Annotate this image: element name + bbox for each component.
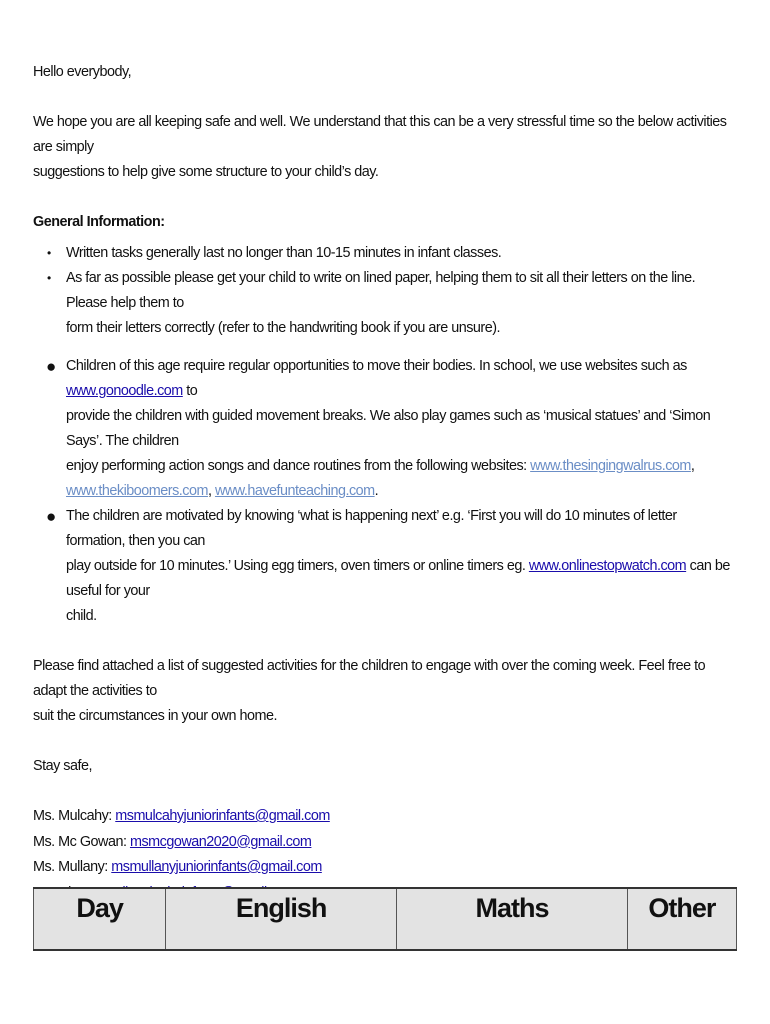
header-english: English: [166, 888, 397, 950]
attached-line-2: suit the circumstances in your own home.: [33, 708, 277, 724]
signoff: Stay safe,: [33, 758, 92, 774]
greeting: Hello everybody,: [33, 64, 132, 80]
activity-table: [33, 887, 737, 951]
spacer: [33, 341, 738, 354]
list-item: ● The children are motivated by knowing ‘what is happening next’ e.g. ‘First you will do 10 minutes of letter formation, then you can play outside for 10 minutes.’ Using egg timers, oven timers or online timers eg. www.onlinestopwatch.com can be useful for your child.: [33, 504, 738, 629]
bullet-icon: •: [47, 246, 51, 260]
kiboomers-link[interactable]: www.thekiboomers.com: [66, 483, 208, 499]
email-link[interactable]: msmcgowan2020@gmail.com: [129, 833, 312, 850]
general-list: [33, 241, 738, 629]
header-day: Day: [34, 888, 166, 950]
gonoodle-link[interactable]: www.gonoodle.com: [66, 383, 183, 399]
singingwalrus-link[interactable]: www.thesingingwalrus.com: [530, 458, 691, 474]
spacer: [33, 629, 738, 654]
intro-line-2: suggestions to help give some structure to your child’s day.: [33, 164, 379, 180]
contact-row: Ms. Mc Gowan: msmcgowan2020@gmail.com: [33, 833, 312, 850]
table-header-row: [34, 888, 737, 950]
list-item: • Written tasks generally last no longer than 10-15 minutes in infant classes.: [33, 241, 738, 266]
email-link[interactable]: msmullanyjuniorinfants@gmail.com: [111, 859, 322, 875]
list-item: ● Children of this age require regular opportunities to move their bodies. In school, we use websites such as www.gonoodle.com to provide the children with guided movement breaks. We also play games such as ‘musical statues’ and ‘Simon Says’. The children enjoy performing action songs and dance routines from the following websites: www.thesingingwalrus.com, www.thekiboomers.com, www.havefunteaching.com.: [33, 354, 738, 504]
spacer: [33, 185, 738, 210]
onlinestopwatch-link[interactable]: www.onlinestopwatch.com: [528, 558, 687, 574]
spacer: [33, 729, 738, 754]
general-heading: General Information:: [33, 214, 165, 230]
contact-row: Ms. Mulcahy: msmulcahyjuniorinfants@gmail.com: [33, 808, 330, 824]
spacer: [33, 779, 738, 804]
bullet-icon: ●: [46, 507, 56, 526]
header-other: Other: [627, 888, 736, 950]
letter-body: [33, 60, 738, 906]
header-maths: Maths: [397, 888, 628, 950]
contact-row: Ms. Mullany: msmullanyjuniorinfants@gmail.com: [33, 859, 322, 875]
email-link[interactable]: msmulcahyjuniorinfants@gmail.com: [115, 808, 330, 824]
bullet-icon: ●: [46, 357, 56, 376]
spacer: [33, 85, 738, 110]
list-item: • As far as possible please get your child to write on lined paper, helping them to sit all their letters on the line. Please help them to form their letters correctly (refer to the handwriting book if you are unsure).: [33, 266, 738, 341]
bullet-icon: •: [47, 271, 51, 285]
havefunteaching-link[interactable]: www.havefunteaching.com: [214, 483, 375, 499]
intro-line-1: We hope you are all keeping safe and well. We understand that this can be a very stressful time so the below activities are simply: [33, 114, 727, 155]
attached-line-1: Please find attached a list of suggested activities for the children to engage with over the coming week. Feel free to adapt the activities to: [33, 658, 706, 699]
